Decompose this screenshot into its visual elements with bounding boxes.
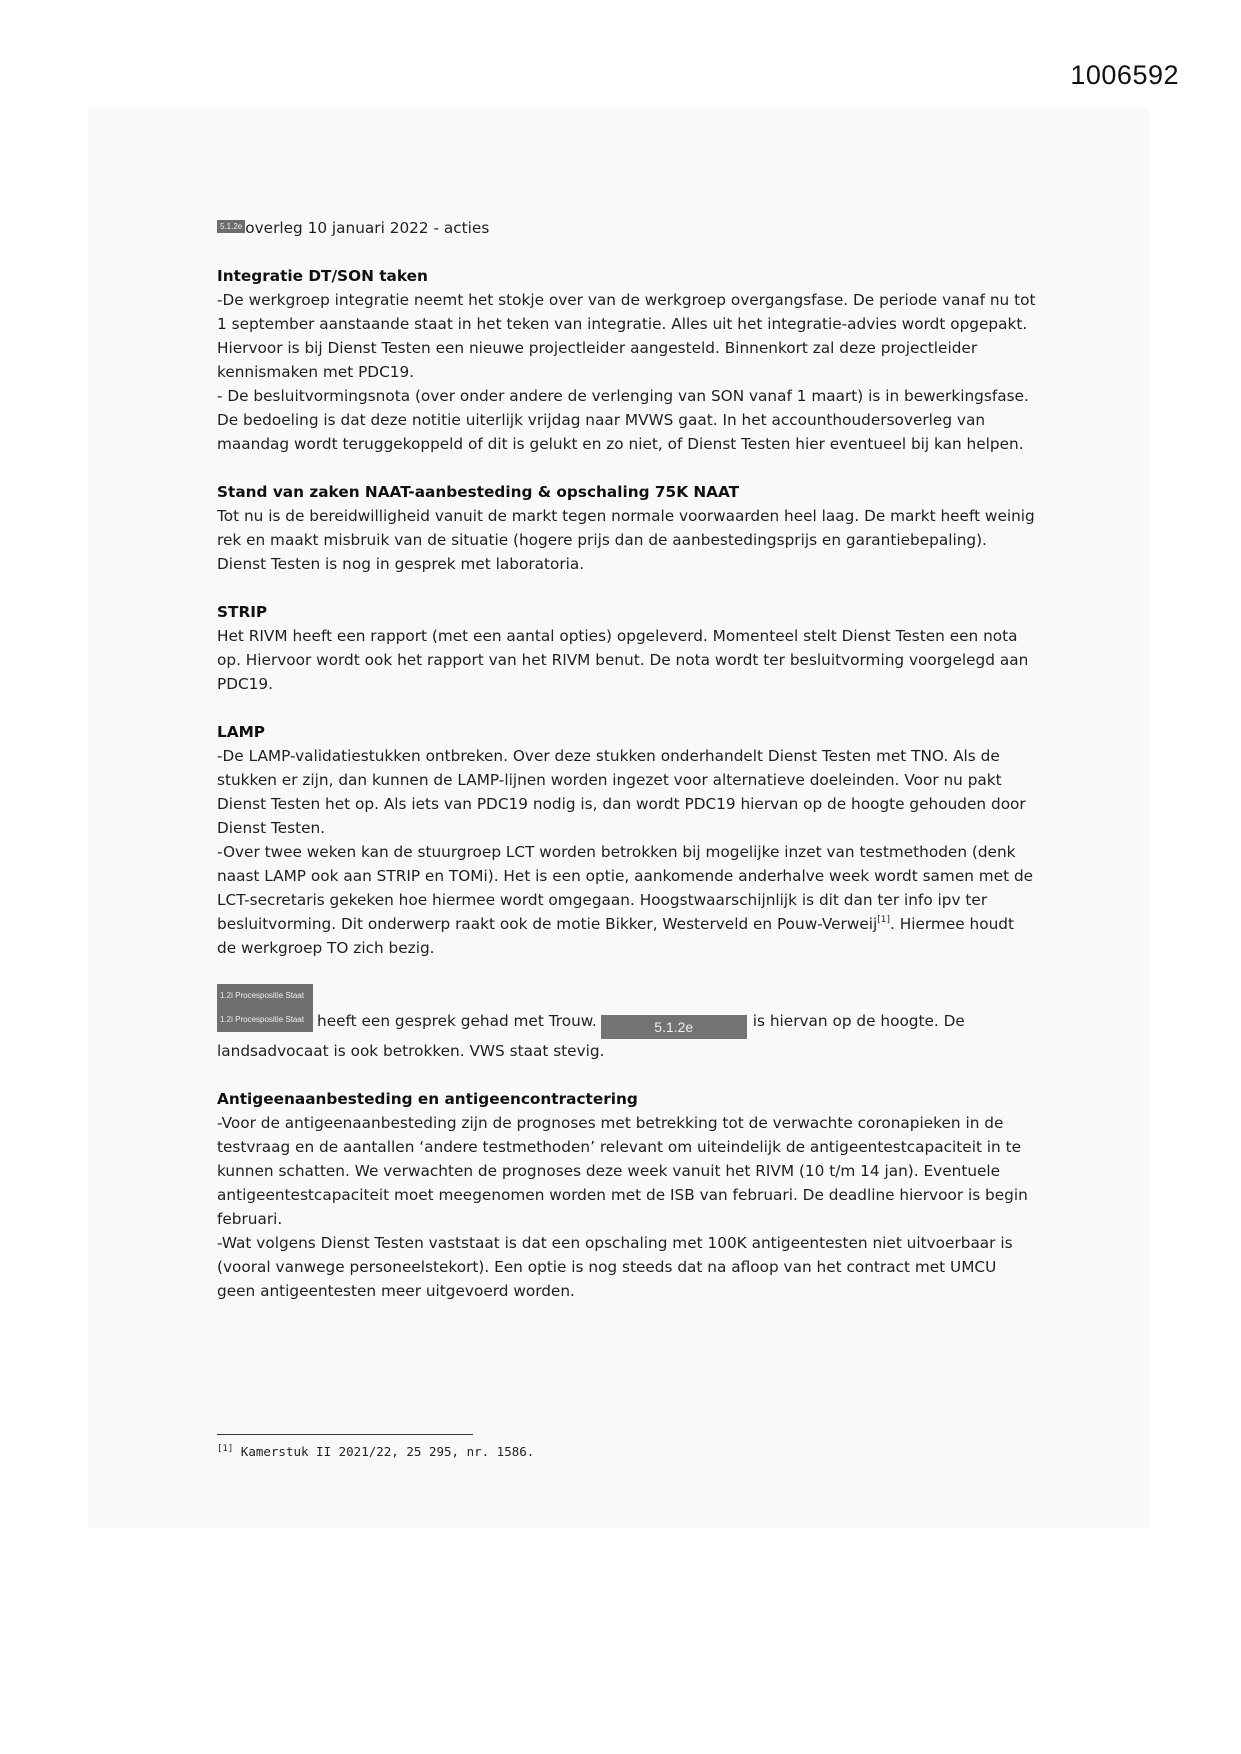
section-title: Stand van zaken NAAT-aanbesteding & opschaling 75K NAAT xyxy=(217,483,740,501)
paragraph: Tot nu is de bereidwilligheid vanuit de markt tegen normale voorwaarden heel laag. De markt heeft weinig rek en maakt misbruik van de situatie (hogere prijs dan de aanbestedingsprijs en garantiebepaling). Dienst Testen is nog in gesprek met laboratoria. xyxy=(217,507,1035,573)
section-naat xyxy=(217,480,1037,576)
paragraph: -De LAMP-validatiestukken ontbreken. Over deze stukken onderhandelt Dienst Testen met TNO. Als de stukken er zijn, dan kunnen de LAMP-lijnen worden ingezet voor alternatieve doeleinden. Voor nu pakt Dienst Testen het op. Als iets van PDC19 nodig is, dan wordt PDC19 hiervan op de hoogte gehouden door Dienst Testen. xyxy=(217,747,1026,837)
meeting-heading xyxy=(217,216,1037,240)
meeting-heading-text: overleg 10 januari 2022 - acties xyxy=(245,219,490,237)
paragraph-text: is hiervan op de hoogte. De landsadvocaat is ook betrokken. VWS staat stevig. xyxy=(217,1012,965,1060)
redaction-block: 5.1.2e xyxy=(601,1015,747,1039)
section-lamp xyxy=(217,720,1037,960)
paragraph: - De besluitvormingsnota (over onder andere de verlenging van SON vanaf 1 maart) is in bewerkingsfase. De bedoeling is dat deze notitie uiterlijk vrijdag naar MVWS gaat. In het accounthoudersoverleg van maandag wordt teruggekoppeld of dit is gelukt en zo niet, of Dienst Testen hier eventueel bij kan helpen. xyxy=(217,387,1029,453)
paragraph: -Voor de antigeenaanbesteding zijn de prognoses met betrekking tot de verwachte coronapieken in de testvraag en de aantallen ‘andere testmethoden’ relevant om uiteindelijk de antigeentestcapaciteit in te kunnen schatten. We verwachten de prognoses deze week vanuit het RIVM (10 t/m 14 jan). Eventuele antigeentestcapaciteit moet meegenomen worden met de ISB van februari. De deadline hiervoor is begin februari. xyxy=(217,1114,1028,1228)
document-body xyxy=(217,216,1037,1327)
footnote xyxy=(217,1444,534,1459)
document-id: 1006592 xyxy=(1070,60,1179,90)
paragraph xyxy=(217,840,1037,960)
section-title: Antigeenaanbesteding en antigeencontractering xyxy=(217,1090,638,1108)
section-strip xyxy=(217,600,1037,696)
paragraph-text: . Hiermee houdt de werkgroep TO zich bezig. xyxy=(217,915,1014,957)
redaction-row xyxy=(217,984,1037,1008)
section-title: STRIP xyxy=(217,603,268,621)
redaction-mark: 5.1.2e xyxy=(217,220,245,233)
section-trouw xyxy=(217,984,1037,1063)
section-antigeen xyxy=(217,1087,1037,1303)
paragraph: -Wat volgens Dienst Testen vaststaat is dat een opschaling met 100K antigeentesten niet uitvoerbaar is (vooral vanwege personeelstekort). Een optie is nog steeds dat na afloop van het contract met UMCU geen antigeentesten meer uitgevoerd worden. xyxy=(217,1234,1013,1300)
paragraph: Het RIVM heeft een rapport (met een aantal opties) opgeleverd. Momenteel stelt Dienst Testen een nota op. Hiervoor wordt ook het rapport van het RIVM benut. De nota wordt ter besluitvorming voorgelegd aan PDC19. xyxy=(217,627,1029,693)
redaction-block: 1.2i Procespositie Staat xyxy=(217,1008,313,1032)
paragraph xyxy=(217,1008,1037,1063)
footnote-reference[interactable]: [1] xyxy=(877,915,891,925)
footnote-divider xyxy=(217,1434,473,1435)
footnote-marker: [1] xyxy=(217,1444,234,1454)
paragraph: -De werkgroep integratie neemt het stokje over van de werkgroep overgangsfase. De periode vanaf nu tot 1 september aanstaande staat in het teken van integratie. Alles uit het integratie-advies wordt opgepakt. Hiervoor is bij Dienst Testen een nieuwe projectleider aangesteld. Binnenkort zal deze projectleider kennismaken met PDC19. xyxy=(217,291,1036,381)
section-integratie xyxy=(217,264,1037,456)
section-title: Integratie DT/SON taken xyxy=(217,267,428,285)
redaction-block: 1.2i Procespositie Staat xyxy=(217,984,313,1008)
paragraph-text: heeft een gesprek gehad met Trouw. xyxy=(317,1012,597,1030)
section-title: LAMP xyxy=(217,723,266,741)
paragraph-text: -Over twee weken kan de stuurgroep LCT worden betrokken bij mogelijke inzet van testmethoden (denk naast LAMP ook aan STRIP en TOMi). Het is een optie, aankomende anderhalve week wordt samen met de LCT-secretaris gekeken hoe hiermee wordt omgegaan. Hoogstwaarschijnlijk is dit dan ter info ipv ter besluitvorming. Dit onderwerp raakt ook de motie Bikker, Westerveld en Pouw-Verweij xyxy=(217,843,1034,933)
footnote-text: Kamerstuk II 2021/22, 25 295, nr. 1586. xyxy=(240,1444,535,1459)
